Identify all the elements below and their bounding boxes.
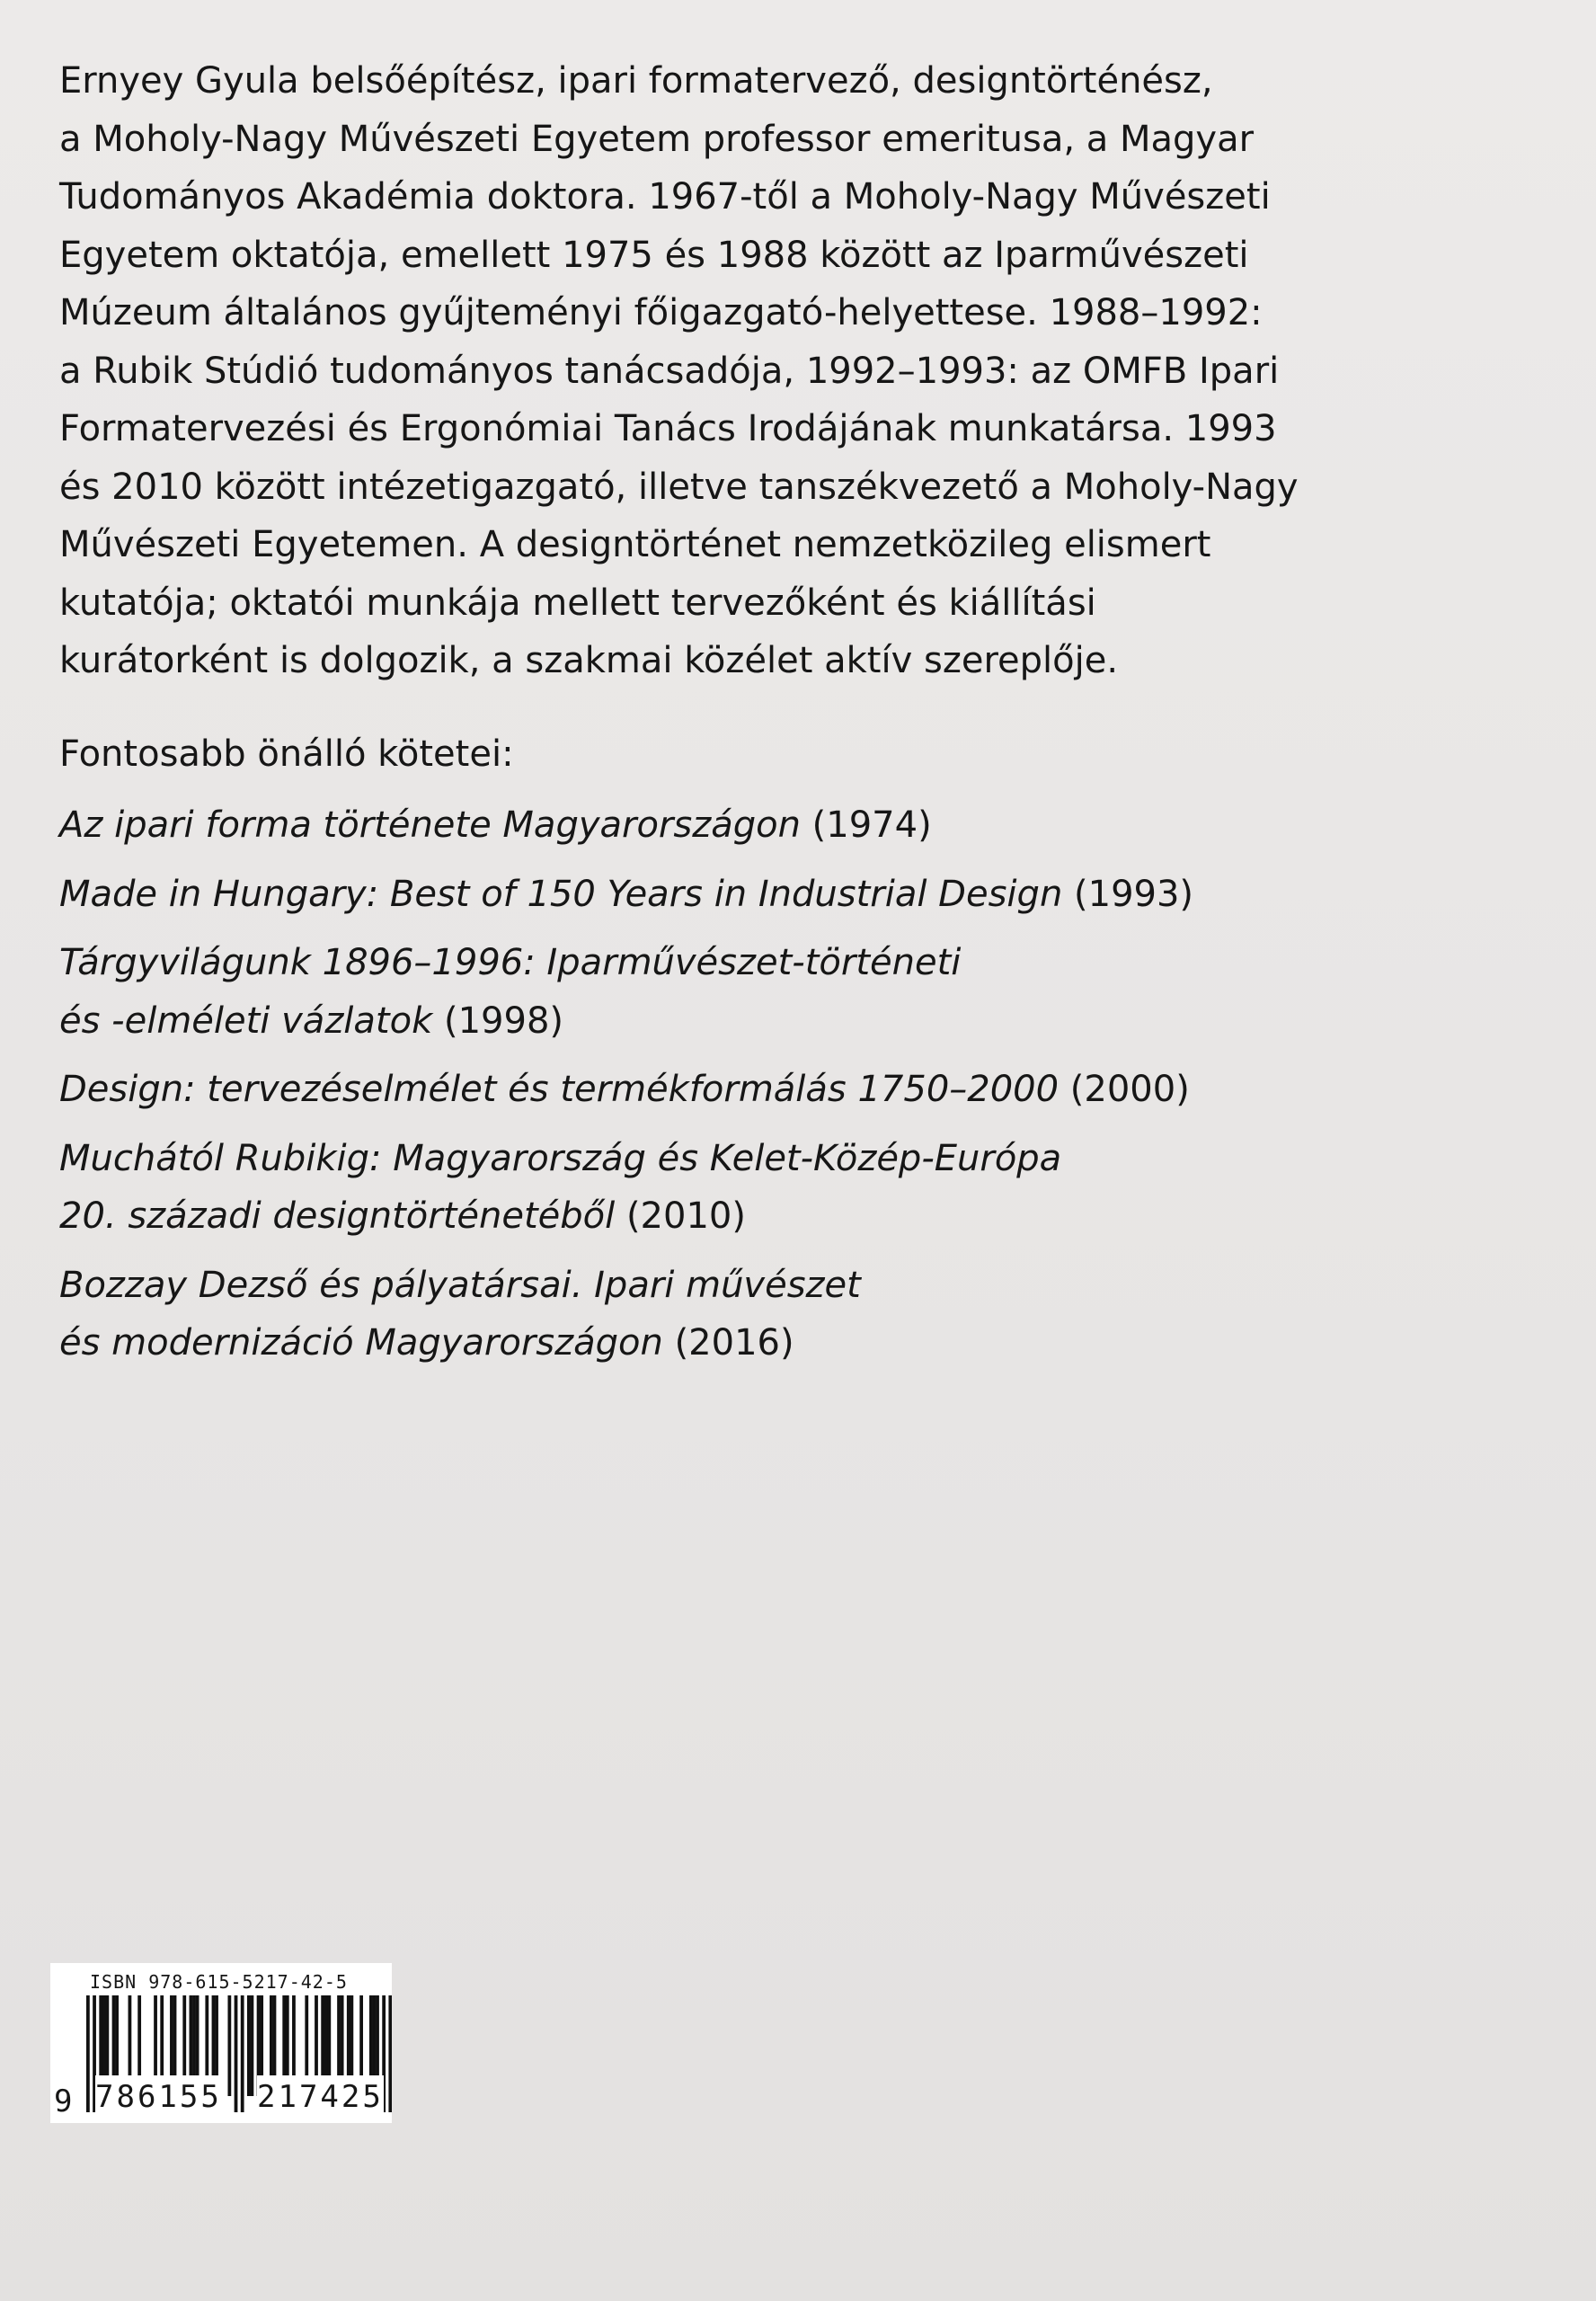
works-item-row bbox=[59, 934, 1193, 992]
bio-line: és 2010 között intézetigazgató, illetve tanszékvezető a Moholy-Nagy bbox=[59, 466, 1299, 508]
works-item-row bbox=[59, 1061, 1193, 1119]
works-item-row bbox=[59, 796, 1193, 855]
works-item-year: (2016) bbox=[674, 1322, 794, 1364]
works-item-row bbox=[59, 1257, 1193, 1315]
barcode-bar bbox=[388, 1995, 392, 2112]
bio-line: Ernyey Gyula belsőépítész, ipari formatervező, designtörténész, bbox=[59, 60, 1213, 102]
works-item bbox=[59, 1061, 1193, 1119]
barcode-bar bbox=[227, 1995, 231, 2096]
works-item-title: Bozzay Dezső és pályatársai. Ipari művészet bbox=[59, 1264, 861, 1306]
barcode-bar bbox=[247, 1995, 251, 2096]
ean-first-digit: 9 bbox=[54, 2083, 75, 2119]
works-item-year: (2010) bbox=[625, 1195, 746, 1237]
bio-line: Formatervezési és Ergonómiai Tanács Irodájának munkatársa. 1993 bbox=[59, 408, 1277, 449]
works-item-row bbox=[59, 1187, 1193, 1246]
works-item-title: Made in Hungary: Best of 150 Years in Industrial Design bbox=[59, 873, 1063, 915]
bio-line: Tudományos Akadémia doktora. 1967-től a Moholy-Nagy Művészeti bbox=[59, 176, 1271, 218]
works-item-title: Az ipari forma története Magyarországon bbox=[59, 804, 801, 846]
works-item bbox=[59, 1257, 1193, 1373]
works-item-year: (1993) bbox=[1074, 873, 1194, 915]
isbn-barcode bbox=[50, 1963, 392, 2123]
bio-line: kutatója; oktatói munkája mellett tervezőként és kiállítási bbox=[59, 582, 1096, 624]
works-item bbox=[59, 796, 1193, 855]
bio-line: a Rubik Stúdió tudományos tanácsadója, 1992–1993: az OMFB Ipari bbox=[59, 350, 1280, 392]
ean-right-digits: 217425 bbox=[257, 2075, 384, 2119]
barcode-bar bbox=[86, 1995, 90, 2112]
works-item-year: (1974) bbox=[811, 804, 932, 846]
works-item-title: 20. századi designtörténetéből bbox=[59, 1195, 616, 1237]
works-item-row bbox=[59, 1130, 1193, 1188]
works-item bbox=[59, 1130, 1193, 1246]
works-item-title: Design: tervezéselmélet és termékformálás 1750–2000 bbox=[59, 1069, 1060, 1110]
works-item-title: és -elméleti vázlatok bbox=[59, 999, 433, 1042]
barcode-bar bbox=[251, 1995, 254, 2096]
works-item-row bbox=[59, 866, 1193, 924]
bio-line: kurátorként is dolgozik, a szakmai közélet aktív szereplője. bbox=[59, 640, 1119, 681]
author-biography bbox=[59, 52, 1533, 690]
isbn-label: ISBN 978-615-5217-42-5 bbox=[90, 1971, 348, 1993]
bio-line: Egyetem oktatója, emellett 1975 és 1988 között az Iparművészeti bbox=[59, 234, 1249, 276]
bio-line: a Moholy-Nagy Művészeti Egyetem professor emeritusa, a Magyar bbox=[59, 118, 1255, 160]
works-item-title: Tárgyvilágunk 1896–1996: Iparművészet-történeti bbox=[59, 942, 962, 983]
bio-line: Múzeum általános gyűjteményi főigazgató-helyettese. 1988–1992: bbox=[59, 292, 1263, 333]
bio-line: Művészeti Egyetemen. A designtörténet nemzetközileg elismert bbox=[59, 524, 1211, 565]
works-heading: Fontosabb önálló kötetei: bbox=[59, 733, 514, 775]
ean-left-digits: 786155 bbox=[95, 2075, 222, 2119]
works-list bbox=[59, 796, 1193, 1383]
works-item-year: (2000) bbox=[1069, 1069, 1190, 1110]
works-item-year: (1998) bbox=[443, 999, 563, 1042]
works-item-title: Muchától Rubikig: Magyarország és Kelet-Közép-Európa bbox=[59, 1137, 1062, 1179]
barcode-bar bbox=[241, 1995, 244, 2112]
works-item-row bbox=[59, 992, 1193, 1051]
works-item bbox=[59, 934, 1193, 1050]
works-item-title: és modernizáció Magyarországon bbox=[59, 1322, 663, 1364]
barcode-bar bbox=[235, 1995, 238, 2112]
works-item bbox=[59, 866, 1193, 924]
works-item-row bbox=[59, 1314, 1193, 1373]
